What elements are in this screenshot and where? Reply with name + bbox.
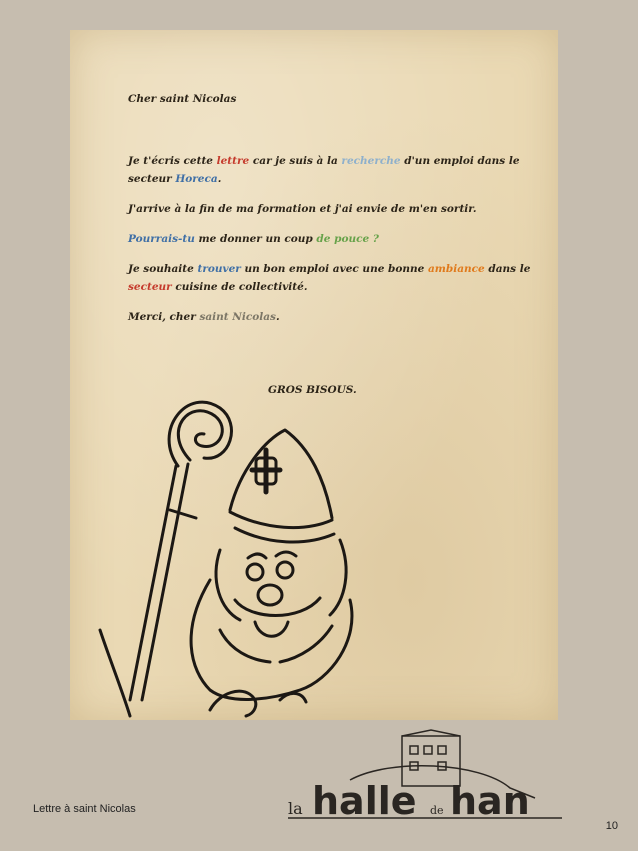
text-run: me donner un coup	[194, 233, 317, 245]
logo-de: de	[430, 804, 444, 817]
highlight-word: trouver	[197, 263, 241, 275]
text-run: cuisine de collectivité.	[171, 281, 308, 293]
text-run: .	[217, 173, 222, 185]
letter-paragraph-4	[128, 260, 538, 296]
page-caption: Lettre à saint Nicolas	[33, 803, 136, 815]
letter-paragraph-3	[128, 230, 538, 248]
letter-paragraph-1	[128, 152, 538, 188]
letter-paragraph-5	[128, 308, 538, 326]
saint-nicolas-illustration	[70, 400, 370, 720]
text-run: .	[275, 311, 280, 323]
highlight-word: ambiance	[427, 263, 485, 275]
text-run: Merci, cher	[128, 311, 200, 323]
text-run: dans le	[484, 263, 531, 275]
highlight-word: saint Nicolas	[199, 311, 276, 323]
highlight-word: recherche	[341, 155, 401, 167]
halle-de-han-logo	[280, 728, 570, 828]
highlight-word: Horeca	[175, 173, 218, 185]
letter-parchment	[70, 30, 558, 720]
highlight-word: de pouce ?	[316, 233, 379, 245]
text-run: un bon emploi avec une bonne	[240, 263, 428, 275]
text-run: Je souhaite	[128, 263, 198, 275]
letter-closing: GROS BISOUS.	[268, 384, 357, 396]
letter-paragraph-2: J'arrive à la fin de ma formation et j'ai envie de m'en sortir.	[128, 203, 477, 215]
highlight-word: Pourrais-tu	[128, 233, 195, 245]
logo-halle: halle	[312, 779, 417, 823]
page-number: 10	[605, 820, 618, 832]
highlight-word: secteur	[128, 281, 172, 293]
text-run: Je t'écris cette	[128, 155, 217, 167]
logo-la: la	[288, 799, 303, 818]
logo-han: han	[450, 779, 530, 823]
text-run: d'un emploi dans le secteur	[128, 155, 520, 185]
letter-text	[128, 90, 538, 338]
text-run: car je suis à la	[249, 155, 342, 167]
letter-salutation: Cher saint Nicolas	[128, 93, 237, 105]
highlight-word: lettre	[216, 155, 250, 167]
